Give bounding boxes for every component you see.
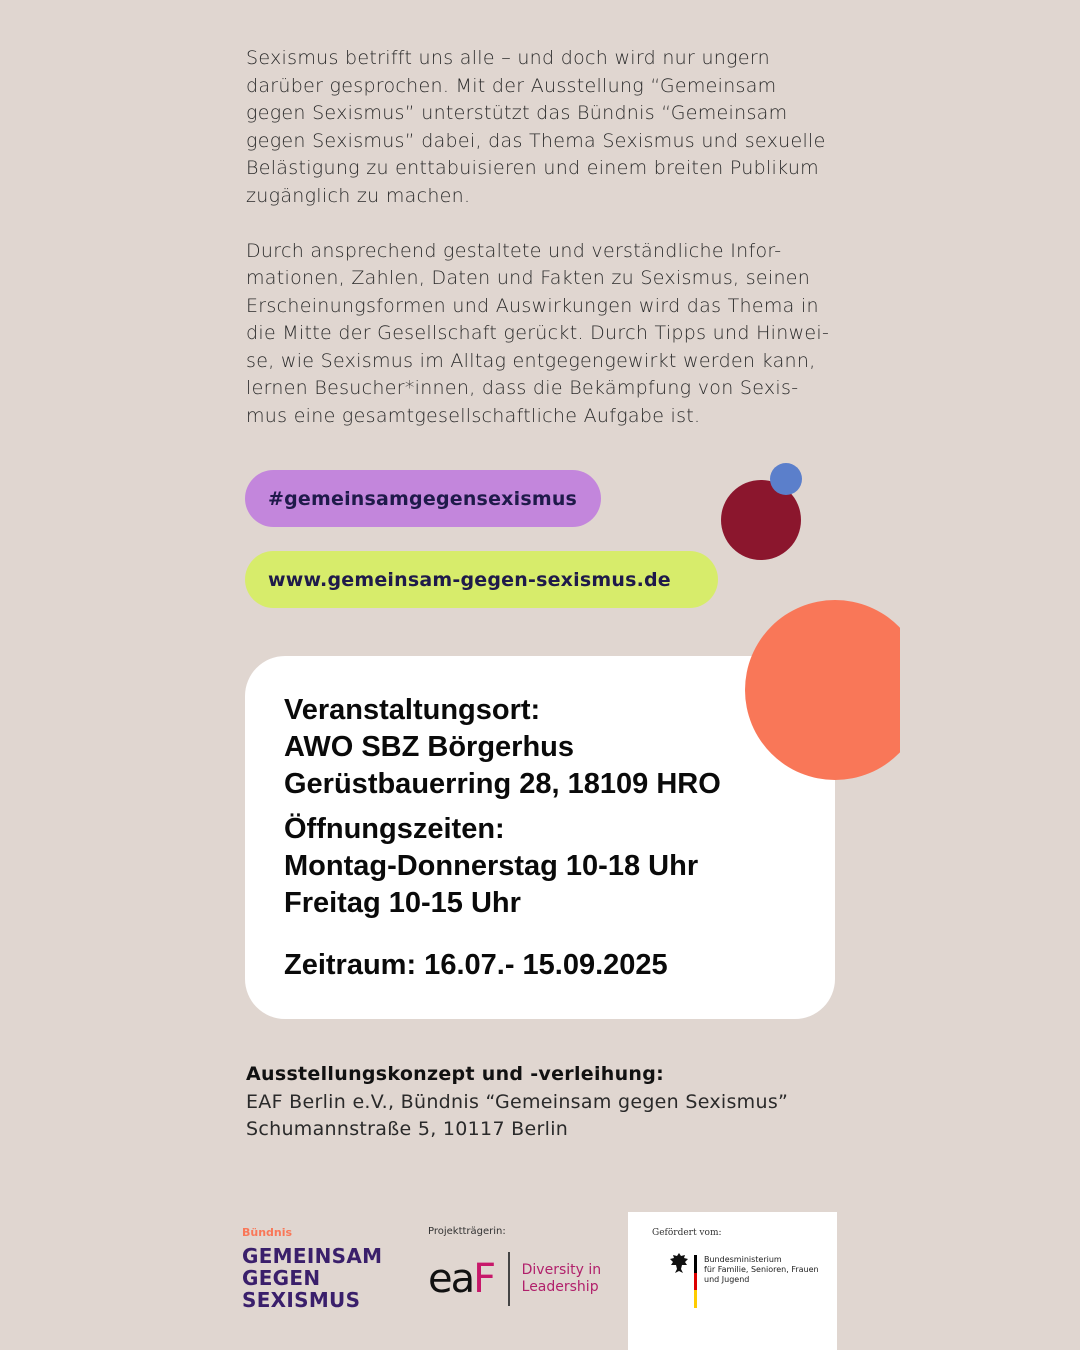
flag-gold [694, 1290, 697, 1308]
buendnis-line-1: GEMEINSAM [242, 1244, 383, 1268]
flag-red [694, 1273, 697, 1291]
website-link[interactable]: www.gemeinsam-gegen-sexismus.de [245, 551, 718, 608]
ministry-line-2: für Familie, Senioren, Frauen [704, 1265, 819, 1274]
ministry-line-3: und Jugend [704, 1275, 750, 1284]
decorative-coral-circle-clip [745, 600, 900, 780]
hours-block [284, 811, 698, 922]
funded-label: Gefördert vom: [652, 1228, 722, 1238]
eaf-logo-row [428, 1252, 601, 1306]
german-flag-stripe [694, 1255, 697, 1308]
buendnis-small-label: Bündnis [242, 1226, 293, 1239]
hours-label: Öffnungszeiten: [284, 813, 505, 845]
eaf-logo-f: F [473, 1256, 495, 1302]
hashtag-pill: #gemeinsamgegensexismus [245, 470, 601, 527]
buendnis-line-2: GEGEN [242, 1266, 321, 1290]
eaf-tagline-1: Diversity in [521, 1262, 602, 1278]
eaf-logo-block [428, 1226, 601, 1306]
ministry-name [704, 1255, 832, 1285]
venue-address: Gerüstbauerring 28, 18109 HRO [284, 768, 721, 800]
eaf-divider [508, 1252, 510, 1306]
decorative-blue-circle [770, 463, 802, 495]
federal-eagle-icon [669, 1252, 689, 1278]
concept-line-2: Schumannstraße 5, 10117 Berlin [246, 1118, 569, 1140]
venue-name: AWO SBZ Börgerhus [284, 731, 575, 763]
flag-black [694, 1255, 697, 1273]
eaf-logo-a: a [450, 1256, 474, 1302]
hours-friday: Freitag 10-15 Uhr [284, 887, 521, 919]
eaf-logo [428, 1256, 495, 1302]
intro-paragraph-1: Sexismus betrifft uns alle – und doch wird nur ungern darüber gesprochen. Mit der Ausstellung “Gemeinsam gegen Sexismus” unterstützt das Bündnis “Gemeinsam gegen Sexismus” dabei, das Thema Sexismus und sexuelle Belästigung zu enttabuisieren und einem breiten Publikum zugänglich zu machen. [246, 47, 826, 207]
period-text: Zeitraum: 16.07.- 15.09.2025 [284, 949, 668, 981]
decorative-coral-circle [745, 600, 900, 780]
eaf-logo-e: e [428, 1256, 451, 1302]
ministry-line-1: Bundesministerium [704, 1255, 782, 1264]
intro-text [246, 45, 846, 458]
venue-label: Veranstaltungsort: [284, 694, 541, 726]
ministry-logo-card [628, 1212, 837, 1350]
buendnis-logo [242, 1226, 382, 1311]
venue-block [284, 692, 721, 803]
buendnis-line-3: SEXISMUS [242, 1288, 361, 1312]
projekt-label: Projektträgerin: [428, 1226, 506, 1237]
eaf-tagline-2: Leadership [521, 1279, 599, 1295]
concept-heading: Ausstellungskonzept und -verleihung: [246, 1063, 665, 1085]
concept-line-1: EAF Berlin e.V., Bündnis “Gemeinsam gegen Sexismus” [246, 1090, 789, 1113]
concept-section [246, 1061, 788, 1144]
intro-paragraph-2: Durch ansprechend gestaltete und verständliche Infor- mationen, Zahlen, Daten und Fakten zu Sexismus, seinen Erscheinungsformen und Auswirkungen wird das Thema in die Mitte der Gesellschaft gerückt. Durch Tipps und Hinwei- se, wie Sexismus im Alltag entgegengewirkt werden kann, lernen Besucher*innen, dass die Bekämpfung von Sexis- mus eine gesamtgesellschaftliche Aufgabe ist. [246, 239, 830, 427]
hours-weekdays: Montag-Donnerstag 10-18 Uhr [284, 850, 699, 882]
eaf-tagline [522, 1262, 602, 1296]
